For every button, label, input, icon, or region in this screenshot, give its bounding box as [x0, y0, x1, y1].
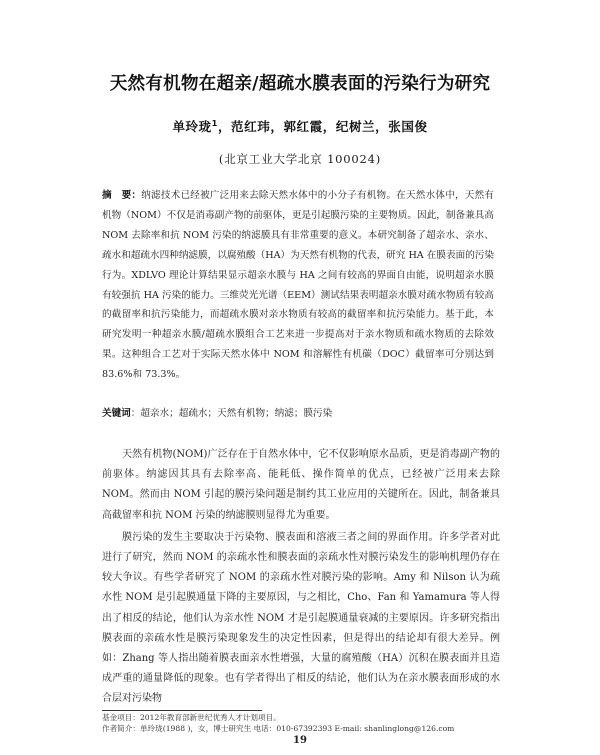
- author-affiliation-mark: 1: [211, 118, 218, 128]
- co-authors: ，范红玮，郭红霞，纪树兰，张国俊: [217, 119, 428, 134]
- footnote-funding: 基金项目：2012年教育部新世纪优秀人才计划项目。: [102, 713, 281, 722]
- body-paragraph: 天然有机物(NOM)广泛存在于自然水体中，它不仅影响原水品质，更是消毒副产物的前驱体。纳滤因其具有去除率高、能耗低、操作简单的优点，已经被广泛用来去除 NOM。然而由 NOM 引起的膜污染问题是制约其工业应用的关键所在。因此，制备兼具高截留率和抗 NOM 污染的纳滤膜则显得尤为重要。: [102, 449, 500, 521]
- body-paragraph: 膜污染的发生主要取决于污染物、膜表面和溶液三者之间的界面作用。许多学者对此进行了研究，然而 NOM 的亲疏水性和膜表面的亲疏水性对膜污染发生的影响机理仍存在较大争议。有些学者研究了 NOM 的亲疏水性对膜污染的影响。Amy 和 Nilson 认为疏水性 NOM 是引起膜通量下降的主要原因，与之相比，Cho、Fan 和 Yamamura 等人得出了相反的结论，他们认为亲水性 NOM 才是引起膜通量衰减的主要原因。许多研究指出膜表面的亲疏水性是膜污染现象发生的决定性因素，但是得出的结论却有很大差异。例如：Zhang 等人指出随着膜表面亲水性增强，大量的腐殖酸（HA）沉积在膜表面并且造成严重的通量降低的现象。也有学者得出了相反的结论，他们认为在亲水膜表面形成的水合层对污染物: [102, 531, 500, 705]
- abstract: [102, 186, 494, 385]
- footnotes: [102, 712, 522, 734]
- body-text: [102, 445, 500, 710]
- first-author: 单玲珑: [172, 119, 212, 134]
- paper-title: 天然有机物在超亲/超疏水膜表面的污染行为研究: [109, 74, 491, 94]
- affiliation: (北京工业大学北京 100024): [218, 152, 382, 166]
- footnote-author-bio: 作者简介：单玲珑(1988 )，女，博士研究生 电话：010-67392393 E-mail: shanlinglong@126.com: [102, 724, 455, 733]
- keywords-text: ：超亲水；超疏水；天然有机物；纳滤；膜污染: [130, 408, 333, 419]
- abstract-text: 纳滤技术已经被广泛用来去除天然水体中的小分子有机物。在天然水体中，天然有机物（NOM）不仅是消毒副产物的前驱体，更是引起膜污染的主要物质。因此，制备兼具高 NOM 去除率和抗 NOM 污染的纳滤膜具有非常重要的意义。本研究制备了超亲水、亲水、疏水和超疏水四种纳滤膜，以腐殖酸（HA）为天然有机物的代表，研究 HA 在膜表面的污染行为。XDLVO 理论计算结果显示超亲水膜与 HA 之间有较高的界面自由能，说明超亲水膜有较强抗 HA 污染的能力。三维荧光光谱（EEM）测试结果表明超亲水膜对疏水物质有较高的截留率和抗污染能力，而超疏水膜对亲水物质有较高的截留率和抗污染能力。基于此，本研究发明一种超亲水膜/超疏水膜组合工艺来进一步提高对于亲水物质和疏水物质的去除效果。这种组合工艺对于实际天然水体中 NOM 和溶解性有机碳（DOC）截留率可分别达到 83.6%和 73.3%。: [102, 190, 495, 381]
- footnote-divider: [102, 710, 262, 711]
- page-number: 19: [293, 735, 307, 746]
- author-list: [40, 117, 560, 135]
- keywords: [102, 404, 502, 423]
- abstract-label: 摘 要：: [102, 190, 142, 201]
- keywords-label: 关键词: [102, 408, 131, 419]
